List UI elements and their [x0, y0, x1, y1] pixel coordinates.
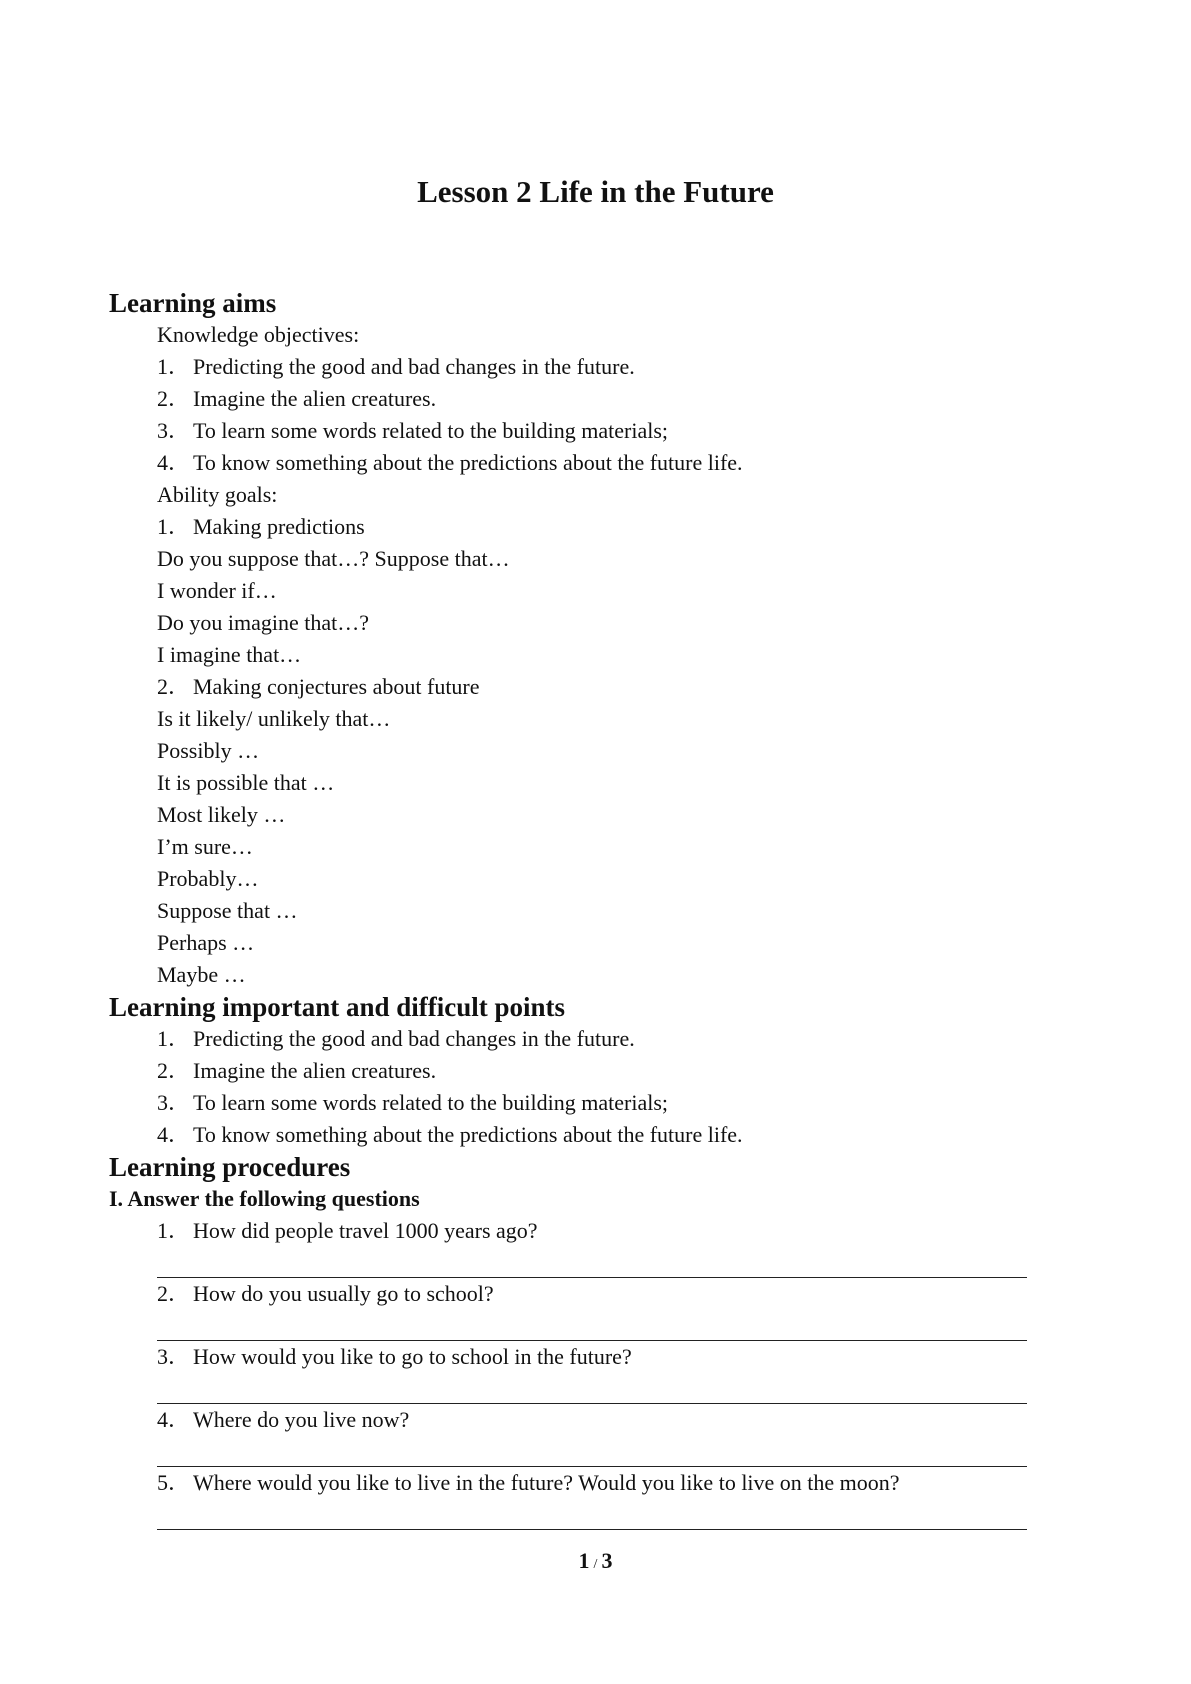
list-item-text: To know something about the predictions about the future life.: [193, 450, 743, 475]
list-item-number: 4．: [157, 450, 191, 475]
question-number: 5．: [157, 1470, 191, 1495]
phrase-line: Suppose that …: [157, 898, 298, 923]
page-separator: /: [593, 1557, 598, 1572]
list-item: [109, 447, 1069, 479]
list-item-number: 3．: [157, 418, 191, 443]
list-item-text: Making conjectures about future: [193, 674, 480, 699]
question-item: [109, 1467, 1069, 1499]
question-item: [109, 1278, 1069, 1310]
knowledge-label: Knowledge objectives:: [157, 322, 360, 347]
list-item-text: To learn some words related to the building materials;: [193, 1090, 668, 1115]
list-item-text: Predicting the good and bad changes in the future.: [193, 354, 635, 379]
answer-line[interactable]: [157, 1247, 1027, 1278]
list-item: [109, 1119, 1069, 1151]
question-text: Where would you like to live in the future? Would you like to live on the moon?: [193, 1470, 900, 1495]
list-item-text: Making predictions: [193, 514, 365, 539]
list-item: [109, 351, 1069, 383]
list-item-number: 4．: [157, 1122, 191, 1147]
question-number: 3．: [157, 1344, 191, 1369]
list-item-number: 2．: [157, 386, 191, 411]
subsection-heading-questions: I. Answer the following questions: [109, 1186, 420, 1211]
list-item-number: 2．: [157, 674, 191, 699]
list-item: [109, 511, 1069, 543]
list-item-text: Imagine the alien creatures.: [193, 386, 437, 411]
question-item: [109, 1215, 1069, 1247]
list-item: [109, 1055, 1069, 1087]
phrase-line: Probably…: [157, 866, 259, 891]
phrase-line: I wonder if…: [157, 578, 277, 603]
list-item-number: 1．: [157, 1026, 191, 1051]
question-item: [109, 1404, 1069, 1436]
phrase-line: Do you imagine that…?: [157, 610, 370, 635]
list-item: [109, 415, 1069, 447]
list-item: [109, 1087, 1069, 1119]
question-text: Where do you live now?: [193, 1407, 410, 1432]
list-item-number: 3．: [157, 1090, 191, 1115]
document-content: [109, 287, 1069, 1530]
phrase-line: Do you suppose that…? Suppose that…: [157, 546, 510, 571]
phrase-line: I imagine that…: [157, 642, 302, 667]
phrase-line: Perhaps …: [157, 930, 255, 955]
ability-label: Ability goals:: [157, 482, 278, 507]
section-heading-aims: Learning aims: [109, 288, 277, 318]
answer-line[interactable]: [157, 1499, 1027, 1530]
phrase-line: Is it likely/ unlikely that…: [157, 706, 391, 731]
question-number: 4．: [157, 1407, 191, 1432]
section-heading-points: Learning important and difficult points: [109, 992, 566, 1022]
list-item-number: 2．: [157, 1058, 191, 1083]
question-number: 2．: [157, 1281, 191, 1306]
list-item: [109, 1023, 1069, 1055]
list-item-text: To know something about the predictions about the future life.: [193, 1122, 743, 1147]
total-pages: 3: [601, 1548, 613, 1573]
page-number: [0, 1546, 1191, 1580]
phrase-line: Possibly …: [157, 738, 260, 763]
phrase-line: Most likely …: [157, 802, 286, 827]
question-number: 1．: [157, 1218, 191, 1243]
list-item-number: 1．: [157, 354, 191, 379]
list-item: [109, 383, 1069, 415]
answer-line[interactable]: [157, 1310, 1027, 1341]
section-heading-procedures: Learning procedures: [109, 1152, 351, 1182]
question-text: How do you usually go to school?: [193, 1281, 494, 1306]
phrase-line: I’m sure…: [157, 834, 253, 859]
list-item: [109, 671, 1069, 703]
answer-line[interactable]: [157, 1436, 1027, 1467]
list-item-text: To learn some words related to the building materials;: [193, 418, 668, 443]
answer-line[interactable]: [157, 1373, 1027, 1404]
phrase-line: Maybe …: [157, 962, 246, 987]
list-item-number: 1．: [157, 514, 191, 539]
phrase-line: It is possible that …: [157, 770, 335, 795]
question-item: [109, 1341, 1069, 1373]
page-title: Lesson 2 Life in the Future: [417, 174, 774, 209]
question-text: How would you like to go to school in the future?: [193, 1344, 632, 1369]
list-item-text: Imagine the alien creatures.: [193, 1058, 437, 1083]
question-text: How did people travel 1000 years ago?: [193, 1218, 538, 1243]
list-item-text: Predicting the good and bad changes in the future.: [193, 1026, 635, 1051]
current-page: 1: [578, 1548, 590, 1573]
